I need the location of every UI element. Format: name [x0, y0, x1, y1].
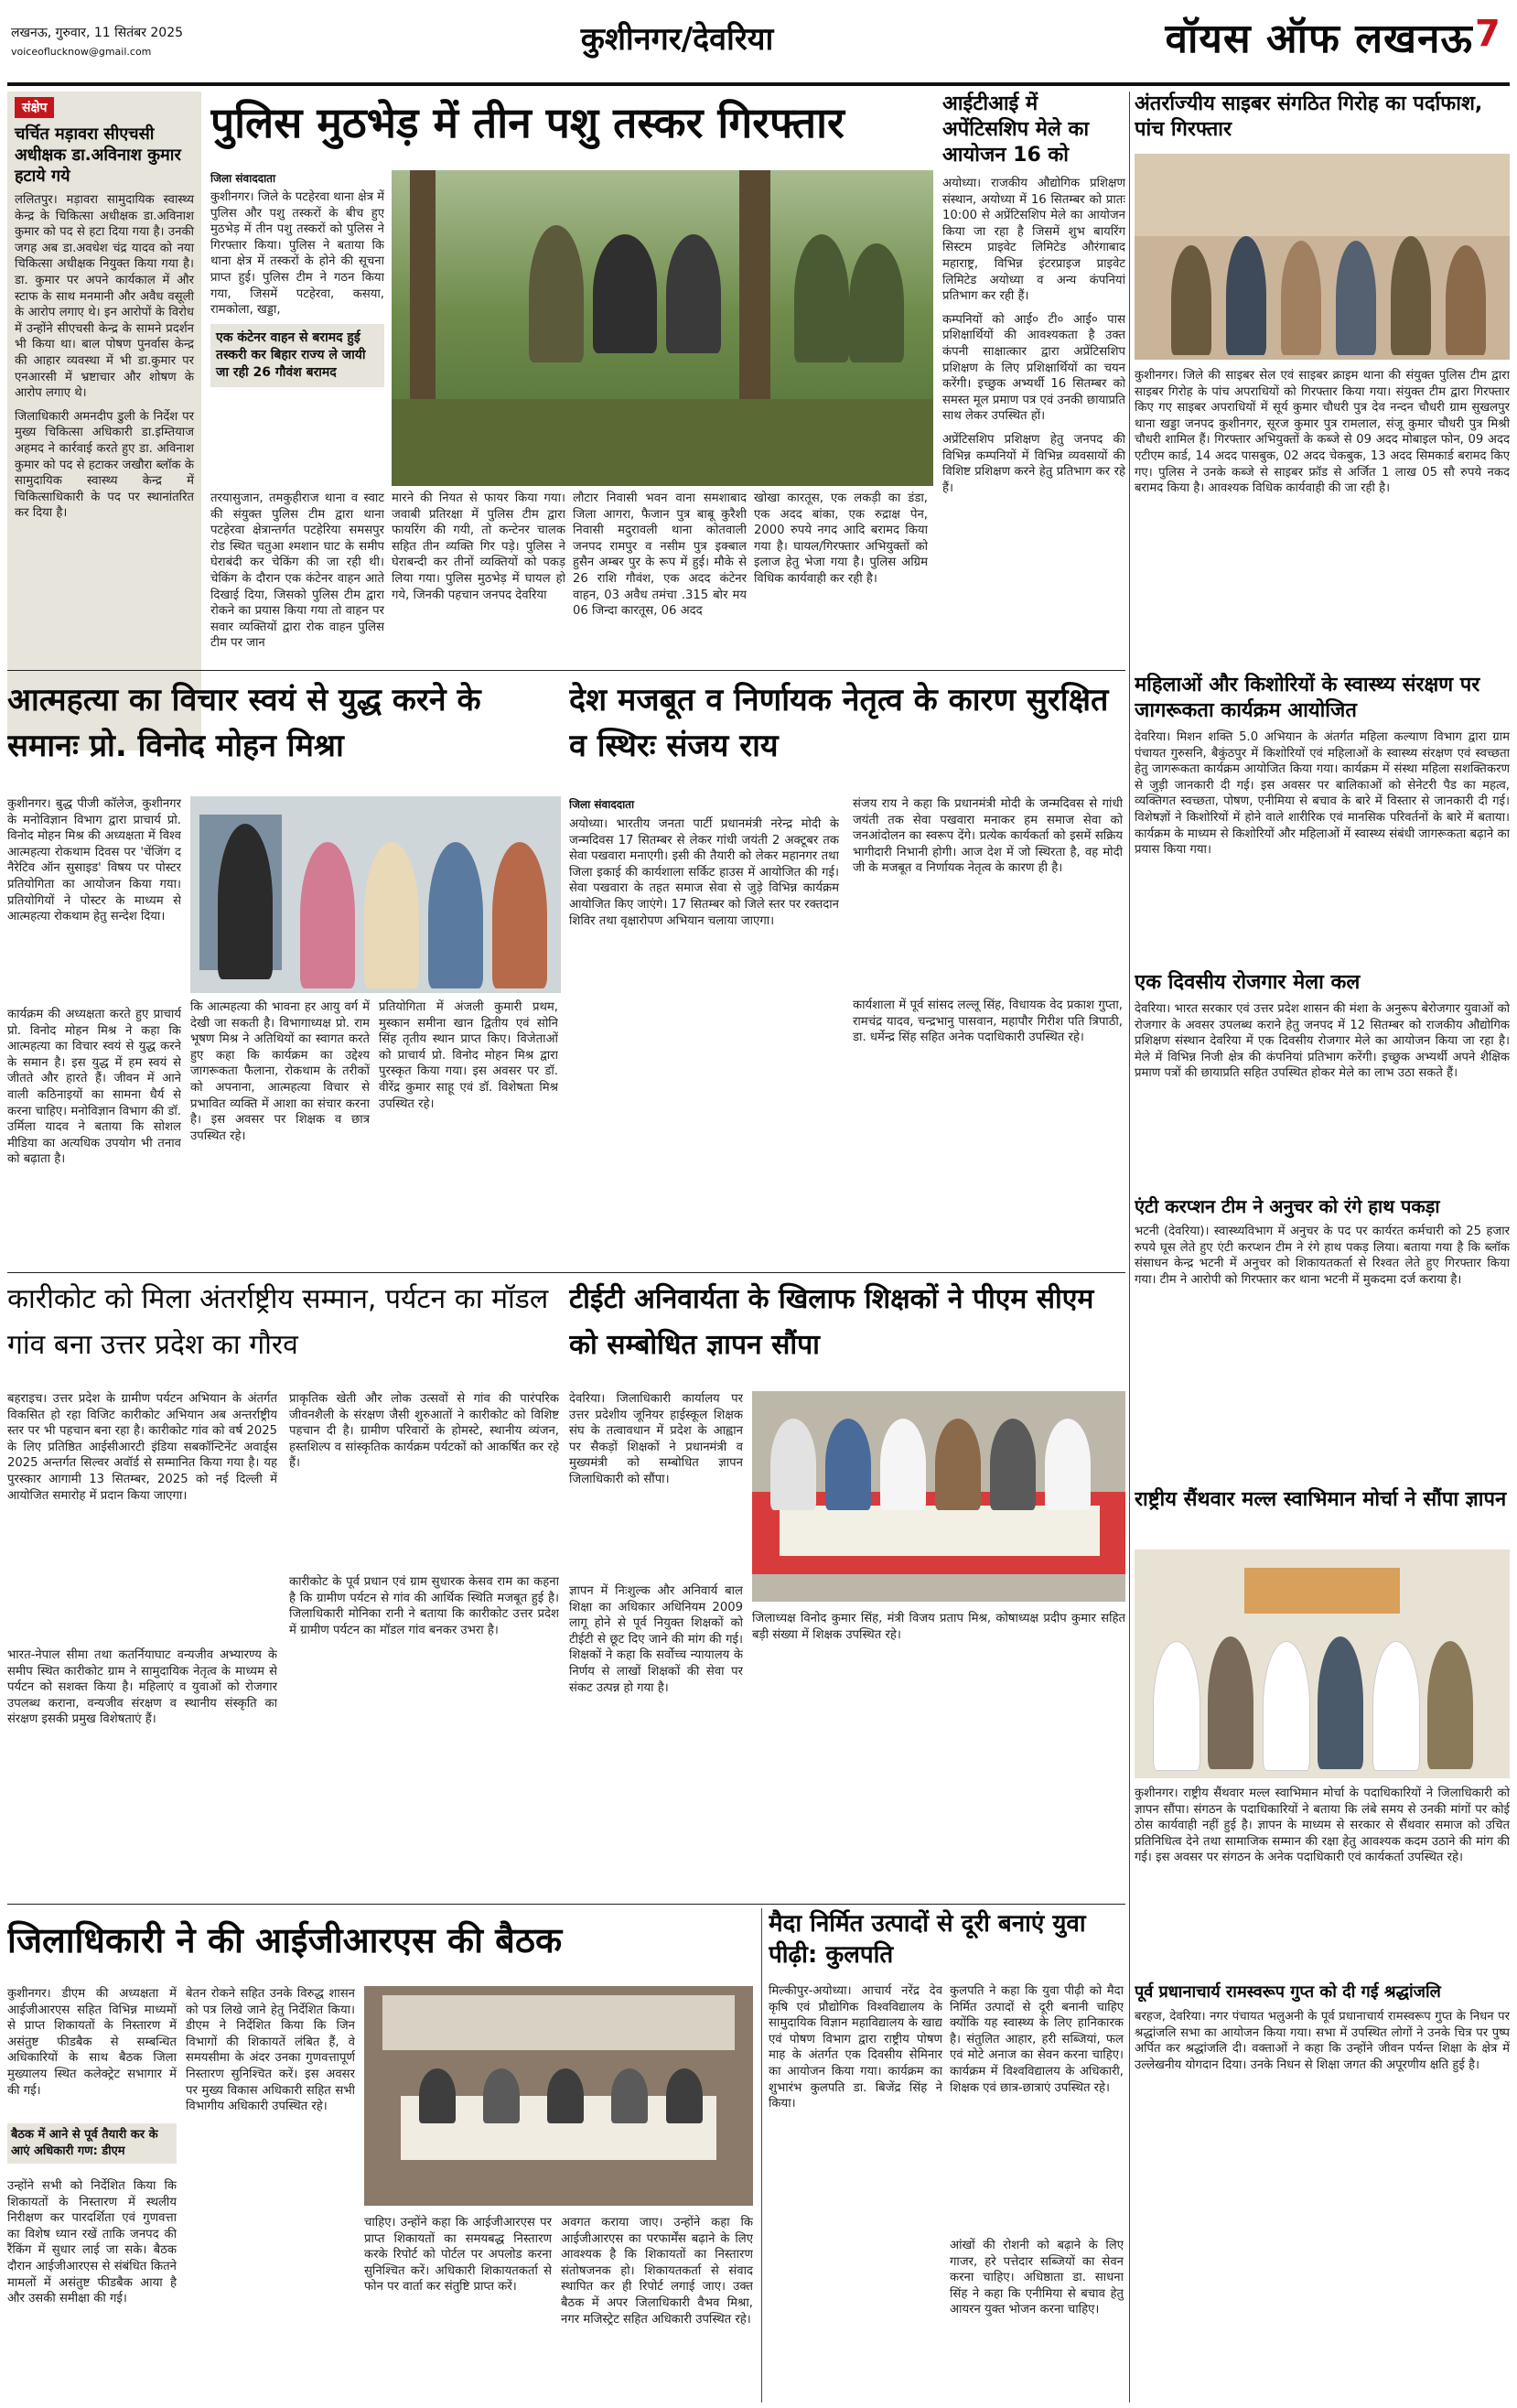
igrs-story-body — [7, 1986, 758, 2403]
cyber-story — [1135, 92, 1510, 664]
sainthwar-photo — [1135, 1550, 1510, 1778]
igrs-body-4: चाहिए। उन्होंने कहा कि आईजीआरएस पर प्राप्त शिकायतों का समयबद्ध निस्तारण करके रिपोर्ट को पोर्टल पर अपलोड करना सुनिश्चित करें। अधिकारी शिकायतकर्ता से फोन पर वार्ता कर संतुष्टि प्राप्त करें। — [364, 2216, 552, 2295]
desh-story-headline-box — [569, 677, 1125, 787]
karikot-body: बहराइच। उत्तर प्रदेश के ग्रामीण पर्यटन अभियान के अंतर्गत विकसित हो रहा विजिट कारीकोट अभियान अब अन्तर्राष्ट्रीय स्तर पर भी पहचान बना रहा है। कारीकोट गांव को वर्ष 2025 के लिए प्रतिष्ठित आईसीआरटी इंडिया सबकॉन्टिनेंट अवार्ड्स 2025 अन्तर्गत सिल्वर अवॉर्ड से सम्मानित किया गया है। यह पुरस्कार आगामी 13 सितम्बर, 2025 को नई दिल्ली में आयोजित समारोह में प्रदान किया जाएगा। — [7, 1392, 277, 1503]
igrs-body-2: उन्होंने सभी को निर्देशित किया कि शिकायतों के निस्तारण में स्थलीय निरीक्षण कर पारदर्शिता एवं गुणवत्ता का विशेष ध्यान रखें ताकि जनपद की रैंकिंग में सुधार लाई जा सके। बैठक दौरान आईजीआरएस से संबंधित कितने मामलों में असंतुष्ट फीडबैक आया है और उसकी समीक्षा की गई। — [7, 2179, 177, 2306]
igrs-photo — [364, 1986, 753, 2206]
desh-story-body — [569, 796, 1125, 1263]
karikot-story-headline-box — [7, 1277, 561, 1387]
igrs-body-5: अवगत कराया जाए। उन्होंने कहा कि आईजीआरएस का परफार्मेंस बढ़ाने के लिए आवश्यक है कि शिकायतों का निस्तारण संतोषजनक हो। शिकायतकर्ता से संवाद स्थापित कर ही रिपोर्ट लगाई जाए। उक्त बैठक में अपर जिलाधिकारी वैभव मिश्रा, नगर मजिस्ट्रेट सहित अधिकारी उपस्थित रहे। — [561, 2216, 753, 2327]
right-column-rule — [1129, 92, 1130, 2403]
desh-body-2: संजय राय ने कहा कि प्रधानमंत्री मोदी के जन्मदिवस से गांधी जयंती तक सेवा पखवारा मनाकर हम समाज सेवा को जनआंदोलन का स्वरूप देंगे। प्रत्येक कार्यकर्ता को इसमें सक्रिय भागीदारी निभानी होगी। आज देश में जो स्थिरता है, वह मोदी जी के मजबूत व निर्णायक नेतृत्व के कारण ही है। — [853, 797, 1123, 876]
maida-rule — [761, 1908, 762, 2403]
desh-headline: देश मजबूत व निर्णायक नेतृत्व के कारण सुरक्षित व स्थिरः संजय राय — [569, 682, 1109, 764]
rojgar-story — [1135, 970, 1510, 1185]
police-body-3: मारने की नियत से फायर किया गया। जवाबी प्रतिरक्षा में पुलिस टीम द्वारा फायरिंग की गयी, तो कन्टेनर चालक सहित तीन व्यक्ति गिर पड़े। पुलिस ने घेराबन्दी कर तीनों व्यक्तियों को पकड़ लिया गया। पुलिस मुठभेड़ में घायल हो गये, जिनकी पहचान जनपद देवरिया — [392, 491, 565, 602]
page-number: 7 — [1475, 13, 1501, 55]
row3-rule — [7, 1272, 1125, 1273]
karikot-body-2: भारत-नेपाल सीमा तथा कतर्नियाघाट वन्यजीव अभ्यारण्य के समीप स्थित कारीकोट ग्राम ने सामुदायिक नेतृत्व के माध्यम से पर्यटन को सशक्त किया है। महिलाएं व युवाओं को रोजगार उपलब्ध कराना, वन्यजीव संरक्षण व स्थानीय संस्कृति का संरक्षण इसकी प्रमुख विशेषताएं हैं। — [7, 1648, 277, 1727]
suicide-headline: आत्महत्या का विचार स्वयं से युद्ध करने के समानः प्रो. विनोद मोहन मिश्रा — [7, 682, 481, 764]
tet-photo — [752, 1391, 1125, 1602]
row4-rule — [7, 1904, 1125, 1905]
iti-body-3: अप्रेंटिसशिप प्रशिक्षण हेतु जनपद की विभिन्न कम्पनियों में विभिन्न व्यवसायों की विशिष्ट प्रशिक्षण करने हेतु प्रतिभाग कर रहे हैं। — [942, 432, 1125, 495]
email: voiceoflucknow@gmail.com — [11, 46, 152, 58]
mahila-body: देवरिया। मिशन शक्ति 5.0 अभियान के अंतर्गत महिला कल्याण विभाग द्वारा ग्राम पंचायत गुरुसनि, बैकुंठपुर में किशोरियों एवं महिलाओं के स्वास्थ्य संरक्षण एवं स्वच्छता हेतु जागरूकता कार्यक्रम आयोजित किया गया। कार्यक्रम में संस्था महिला सशक्तिकरण से जुड़ी जानकारी दी गई। इस अवसर पर बालिकाओं को सेनेटरी पैड का महत्व, व्यक्तिगत स्वच्छता, पोषण, एनीमिया से बचाव के बारे में विस्तार से जानकारी दी गई। विशेषज्ञों ने किशोरियों में होने वाले शारीरिक एवं मानसिक परिवर्तनों के बारे में बताया। कार्यक्रम के माध्यम से किशोरियों और महिलाओं में स्वास्थ्य संबंधी जागरूकता बढ़ाने का प्रयास किया गया। — [1135, 730, 1510, 858]
masthead — [0, 0, 1517, 92]
desh-dateline: जिला संवाददाता — [569, 798, 635, 811]
sankshep-body-2: जिलाधिकारी अमनदीप डुली के निर्देश पर मुख्य चिकित्सा अधिकारी डा.इम्तियाज अहमद ने कार्रवाई करते हुए डा. अविनाश कुमार को पद से हटाकर जखौरा ब्लॉक के सामुदायिक स्वास्थ्य केन्द्र में चिकित्साधिकारी के पद पर स्थानांतरित कर दिया है। — [15, 409, 194, 521]
igrs-subhead: बैठक में आने से पूर्व तैयारी कर के आएं अधिकारी गण: डीएम — [7, 2123, 177, 2164]
shraddhanjali-story — [1135, 1981, 1510, 2403]
sainthwar-story — [1135, 1487, 1510, 1972]
masthead-rule — [7, 82, 1510, 86]
igrs-body: कुशीनगर। डीएम की अध्यक्षता में आईजीआरएस सहित विभिन्न माध्यमों से प्राप्त शिकायतों के निस्तारण में असंतुष्ट फीडबैक से सम्बन्धित अधिकारियों के साथ बैठक जिला मुख्यालय स्थित कलेक्ट्रेट सभागार में की गई। — [7, 1987, 177, 2098]
tet-story-headline-box — [569, 1277, 1125, 1387]
iti-body: अयोध्या। राजकीय औद्योगिक प्रशिक्षण संस्थान, अयोध्या में 16 सितम्बर को प्रातः 10:00 से अप्रेंटिसशिप मेले का आयोजन किया जा रहा है जिसमें शुभ बायरिंग सिस्टम प्राइवेट लिमिटेड औरंगाबाद महाराष्ट्र, विभिन्न इंटरप्राइज प्राइवेट लिमिटेड अयोध्या व अन्य कंपनियां प्रतिभाग कर रही हैं। — [942, 177, 1125, 304]
karikot-body-3: प्राकृतिक खेती और लोक उत्सवों से गांव की पारंपरिक जीवनशैली के संरक्षण जैसी शुरुआतों ने कारीकोट को विशिष्ट पहचान दी है। ग्रामीण परिवारों के होमस्टे, स्थानीय व्यंजन, हस्तशिल्प व सांस्कृतिक कार्यक्रम पर्यटकों को आकर्षित कर रहे हैं। — [289, 1392, 559, 1471]
police-body: कुशीनगर। जिले के पटहेरवा थाना क्षेत्र में पुलिस और पशु तस्करों के बीच हुए मुठभेड़ में तीन पशु तस्करों को पुलिस ने गिरफ्तार किया। पुलिस ने बताया कि थाना क्षेत्र में तस्करों के होने की सूचना प्राप्त हुई। पुलिस टीम ने गठन किया गया, जिसमें पटहेरवा, कसया, रामकोला, खड्डा, — [210, 190, 384, 318]
maida-headline: मैदा निर्मित उत्पादों से दूरी बनाएं युवा पीढ़ी: कुलपति — [769, 1910, 1086, 1969]
suicide-body: कुशीनगर। बुद्ध पीजी कॉलेज, कुशीनगर के मनोविज्ञान विभाग द्वारा प्राचार्य प्रो. विनोद मोहन मिश्र की अध्यक्षता में विश्व आत्महत्या रोकथाम दिवस पर 'चेंजिंग द नैरेटिव ऑन सुसाइड' विषय पर पोस्टर प्रतियोगिता का आयोजन किया गया। प्रतियोगियों ने पोस्टर के माध्यम से आत्महत्या रोकथाम हेतु सन्देश दिया। — [7, 797, 181, 924]
igrs-story-headline-box — [7, 1908, 758, 1981]
rojgar-headline: एक दिवसीय रोजगार मेला कल — [1135, 971, 1361, 994]
sankshep-tag: संक्षेप — [15, 97, 54, 118]
desh-body-3: कार्यशाला में पूर्व सांसद लल्लू सिंह, विधायक वेद प्रकाश गुप्ता, रामचंद्र यादव, चन्द्रभानु पासवान, महापौर गिरीश पति त्रिपाठी, डा. धर्मेन्द्र सिंह सहित अनेक पदाधिकारी उपस्थित रहे। — [853, 999, 1123, 1045]
cyber-body: कुशीनगर। जिले की साइबर सेल एवं साइबर क्राइम थाना की संयुक्त पुलिस टीम द्वारा साइबर गिरोह के पांच अपराधियों को गिरफ्तार किया गया। संयुक्त टीम द्वारा गिरफ्तार किए गए साइबर अपराधियों में सूर्य कुमार चौधरी पुत्र देव नन्दन चौधरी ग्राम सुखलपुर थाना खड्डा जनपद कुशीनगर, सूरज कुमार पुत्र रामलाल, संजू कुमार चौधरी पुत्र मिश्री चौधरी शामिल हैं। गिरफ्तार अभियुक्तों के कब्जे से 09 अदद मोबाइल फोन, 09 अदद एटीएम कार्ड, 14 अदद पासबुक, 02 अदद चेकबुक, 13 अदद सिमकार्ड बरामद किए गए। पुलिस ने उनके कब्जे से साइबर फ्रॉड से अर्जित 1 लाख 05 सौ रुपये नकद बरामद किया है। आवश्यक विधिक कार्यवाही की जा रही है। — [1135, 369, 1510, 496]
igrs-headline: जिलाधिकारी ने की आईजीआरएस की बैठक — [7, 1920, 563, 1960]
rojgar-body: देवरिया। भारत सरकार एवं उत्तर प्रदेश शासन की मंशा के अनुरूप बेरोजगार युवाओं को रोजगार के अवसर उपलब्ध कराने हेतु जनपद में 12 सितम्बर को राजकीय औद्योगिक प्रशिक्षण संस्थान देवरिया में एक दिवसीय रोजगार मेले का आयोजन किया जा रहा है। मेले में विभिन्न निजी क्षेत्र की कंपनियां प्रतिभाग करेंगी। इच्छुक अभ्यर्थी अपने शैक्षिक प्रमाण पत्रों की छायाप्रति सहित उपस्थित होकर मेले का लाभ उठा सकते हैं। — [1135, 1002, 1510, 1081]
police-story-col1 — [210, 170, 384, 486]
karikot-story-body — [7, 1391, 561, 1885]
suicide-body-4: प्रतियोगिता में अंजली कुमारी प्रथम, मुस्कान समीना खान द्वितीय एवं सोनि सिंह तृतीय स्थान प्राप्त किए। विजेताओं को प्राचार्य प्रो. विनोद मोहन मिश्र द्वारा पुरस्कृत किया गया। इस अवसर पर डॉ. वीरेंद्र कुमार साहू एवं डॉ. विशेषता मिश्र उपस्थित रहे। — [379, 1000, 558, 1111]
shraddhanjali-headline: पूर्व प्रधानाचार्य रामस्वरूप गुप्त को दी गई श्रद्धांजलि — [1135, 1982, 1441, 2002]
row2-rule — [7, 670, 1125, 671]
mahila-story — [1135, 673, 1510, 961]
suicide-body-3: कि आत्महत्या की भावना हर आयु वर्ग में देखी जा सकती है। विभागाध्यक्ष प्रो. राम भूषण मिश्र ने अतिथियों का स्वागत करते हुए कहा कि कार्यक्रम का उद्देश्य जागरूकता फैलाना, रोकथाम के तरीकों को अपनाना, आत्महत्या विचार से प्रभावित व्यक्ति में आशा का संचार करना है। इस अवसर पर शिक्षक व छात्र उपस्थित रहे। — [190, 1000, 370, 1143]
suicide-photo — [190, 796, 561, 993]
police-story-bottom — [210, 491, 933, 664]
section-title: कुशीनगर/देवरिया — [580, 21, 774, 58]
anticorruption-body: भटनी (देवरिया)। स्वास्थ्यविभाग में अनुचर के पद पर कार्यरत कर्मचारी को 25 हजार रुपये घूस लेते हुए एंटी करप्शन टीम ने रंगे हाथ पकड़ लिया। बताया गया है कि ब्लॉक संसाधन केन्द्र भटनी में अनुचर को शिकायतकर्ता से रिश्वत लेते हुए गिरफ्तार किया गया। टीम ने आरोपी को गिरफ्तार कर थाना भटनी में मुकदमा दर्ज कराया है। — [1135, 1225, 1510, 1287]
maida-body-2: कुलपति ने कहा कि युवा पीढ़ी को मैदा निर्मित उत्पादों से दूरी बनानी चाहिए क्योंकि यह स्वास्थ्य के लिए हानिकारक है। संतुलित आहार, हरी सब्जियां, फल एवं मोटे अनाज का सेवन करना चाहिए। कार्यक्रम में विश्वविद्यालय के अधिकारी, शिक्षक एवं छात्र-छात्राएं उपस्थित रहे। — [950, 1984, 1124, 2095]
paper-name: वॉयस ऑफ लखनऊ — [1165, 16, 1473, 62]
police-body-2: तरयासुजान, तमकुहीराज थाना व स्वाट की संयुक्त पुलिस टीम द्वारा थाना पटहेरवा क्षेत्रान्तर्गत पटहेरिया समसपुर रोड स्थित चतुआ श्मशान घाट के समीप घेराबंदी कर चेकिंग की जा रही थी। चेकिंग के दौरान एक कंटेनर वाहन आते दिखाई दिया, जिसको पुलिस टीम द्वारा रोकने का प्रयास किया गया तो वाहन पर सवार व्यक्तियों द्वारा रोक वाहन पुलिस टीम पर जान — [210, 491, 384, 651]
maida-body-3: आंखों की रोशनी को बढ़ाने के लिए गाजर, हरे पत्तेदार सब्जियों का सेवन करना चाहिए। अधिष्ठाता डा. साधना सिंह ने कहा कि एनीमिया से बचाव हेतु आयरन युक्त भोजन करना चाहिए। — [950, 2239, 1124, 2317]
iti-headline: आईटीआई में अपेंटिसशिप मेले का आयोजन 16 को — [942, 92, 1090, 167]
maida-story — [769, 1908, 1125, 2403]
karikot-headline: कारीकोट को मिला अंतर्राष्ट्रीय सम्मान, पर्यटन का मॉडल गांव बना उत्तर प्रदेश का गौरव — [7, 1283, 549, 1361]
anticorruption-headline: एंटी करप्शन टीम ने अनुचर को रंगे हाथ पकड़ा — [1135, 1195, 1440, 1217]
sainthwar-headline: राष्ट्रीय सैंथवार मल्ल स्वाभिमान मोर्चा ने सौंपा ज्ञापन — [1135, 1488, 1507, 1511]
suicide-story-headline-box — [7, 677, 561, 787]
karikot-body-4: कारीकोट के पूर्व प्रधान एवं ग्राम सुधारक केसव राम का कहना है कि ग्रामीण पर्यटन से गांव की आर्थिक स्थिति मजबूत हुई है। जिलाधिकारी मोनिका रानी ने बताया कि कारीकोट उत्तर प्रदेश में ग्रामीण पर्यटन का मॉडल गांव बनकर उभरा है। — [289, 1575, 559, 1637]
police-photo — [392, 170, 933, 486]
police-pull-quote: एक कंटेनर वाहन से बरामद हुई तस्करी कर बिहार राज्य ले जायी जा रही 26 गौवंश बरामद — [210, 324, 384, 387]
police-story-headline-box — [210, 92, 933, 165]
sankshep-headline: चर्चित मड़ावरा सीएचसी अधीक्षक डा.अविनाश कुमार हटाये गये — [15, 124, 181, 186]
igrs-body-3: बेतन रोकने सहित उनके विरुद्ध शासन को पत्र लिखे जाने हेतु निर्देशित किया। डीएम ने निर्देशित किया कि जिन विभागों की शिकायतें लंबित हैं, वे समयसीमा के अंदर उनका गुणवत्तापूर्ण निस्तारण सुनिश्चित करें। इस अवसर पर मुख्य विकास अधिकारी सहित सभी विभागीय अधिकारी उपस्थित रहे। — [186, 1987, 355, 2114]
police-story-headline: पुलिस मुठभेड़ में तीन पशु तस्कर गिरफ्तार — [210, 98, 845, 147]
shraddhanjali-body: बरहज, देवरिया। नगर पंचायत भलुअनी के पूर्व प्रधानाचार्य रामस्वरूप गुप्त के निधन पर श्रद्धांजलि सभा का आयोजन किया गया। सभा में उपस्थित लोगों ने उनके चित्र पर पुष्प अर्पित कर श्रद्धांजलि दी। वक्ताओं ने कहा कि उन्होंने जीवन पर्यन्त शिक्षा के क्षेत्र में उल्लेखनीय योगदान दिया। उनके निधन से शिक्षा जगत की अपूरणीय क्षति हुई है। — [1135, 2010, 1510, 2072]
iti-story — [942, 92, 1125, 705]
police-dateline: जिला संवाददाता — [210, 172, 276, 185]
police-body-4: लौटार निवासी भवन वाना समशाबाद जिला आगरा, फैजान पुत्र बाबू कुरैशी निवासी मदुरावली थाना कोतवाली जनपद रामपुर व नसीम पुत्र इक्बाल हुसैन अम्बर पुर के रूप में हुई। मौके से 26 राशि गौवंश, एक अदद कंटेनर वाहन, 03 अवैध तमंचा .315 बोर मय 06 जिन्दा कारतूस, 06 अदद — [573, 491, 747, 619]
desh-body: अयोध्या। भारतीय जनता पार्टी प्रधानमंत्री नरेन्द्र मोदी के जन्मदिवस 17 सितम्बर से लेकर गांधी जयंती 2 अक्टूबर तक सेवा पखवारा मनाएगी। इसी की तैयारी को लेकर महानगर तथा जिला इकाई की कार्यशाला सर्किट हाउस में आयोजित की गई। सेवा पखवारा के तहत समाज सेवा से जुड़े विभिन्न कार्यक्रम आयोजित किए जाएंगे। 17 सितम्बर को जिले स्तर पर रक्तदान शिविर तथा वृक्षारोपण अभियान चलाया जाएगा। — [569, 817, 839, 928]
mahila-headline: महिलाओं और किशोरियों के स्वास्थ्य संरक्षण पर जागरूकता कार्यक्रम आयोजित — [1135, 674, 1480, 722]
iti-body-2: कम्पनियों को आई० टी० आई० पास प्रशिक्षार्थियों की आवश्यकता है उक्त कंपनी साक्षात्कार द्वारा अप्रेंटिसशिप प्रशिक्षण के लिए प्रशिक्षार्थियों का चयन करेंगी। इच्छुक अभ्यर्थी 16 सितम्बर को समस्त मूल प्रमाण पत्र एवं उनकी छायाप्रति साथ लेकर उपस्थित हों। — [942, 312, 1125, 424]
date-line: लखनऊ, गुरुवार, 11 सितंबर 2025 — [11, 26, 184, 40]
police-body-5: खोखा कारतूस, एक लकड़ी का डंडा, एक अदद बांका, एक रुद्राक्ष पेन, 2000 रुपये नगद आदि बरामद किया गया है। घायल/गिरफ्तार अभियुक्तों को इलाज हेतु भेजा गया है। पुलिस अग्रिम विधिक कार्यवाही कर रही है। — [754, 491, 928, 586]
cyber-headline: अंतर्राज्यीय साइबर संगठित गिरोह का पर्दाफाश, पांच गिरफ्तार — [1135, 92, 1483, 141]
tet-body: देवरिया। जिलाधिकारी कार्यालय पर उत्तर प्रदेशीय जूनियर हाईस्कूल शिक्षक संघ के तत्वावधान में प्रदेश के आह्वान पर सैकड़ों शिक्षकों ने प्रधानमंत्री व मुख्यमंत्री को सम्बोधित ज्ञापन जिलाधिकारी को सौंपा। — [569, 1392, 743, 1486]
sankshep-box — [7, 92, 201, 750]
tet-headline: टीईटी अनिवार्यता के खिलाफ शिक्षकों ने पीएम सीएम को सम्बोधित ज्ञापन सौंपा — [569, 1283, 1094, 1361]
sankshep-body: ललितपुर। मड़ावरा सामुदायिक स्वास्थ्य केन्द्र के चिकित्सा अधीक्षक डा.अविनाश कुमार को पद से हटा दिया गया है। उनकी जगह अब डा.अवधेश चंद्र यादव को नया चिकित्सा अधीक्षक नियुक्त किया गया है। डा. कुमार पर अपने कार्यकाल में और स्टाफ के साथ मनमानी और अवैध वसूली के आरोप लगाए थे। इन आरोपों के विरोध में उन्होंने सीएचसी केन्द्र के सामने प्रदर्शन भी किया था। बाल पोषण पुनर्वास केन्द्र की आहार व्यवस्था में भी डा.कुमार पर एनआरसी में भ्रष्टाचार और शोषण के आरोप लगाए थे। — [15, 193, 194, 401]
tet-body-3: जिलाध्यक्ष विनोद कुमार सिंह, मंत्री विजय प्रताप मिश्र, कोषाध्यक्ष प्रदीप कुमार सहित बड़ी संख्या में शिक्षक उपस्थित रहे। — [752, 1612, 1125, 1642]
anticorruption-story — [1135, 1194, 1510, 1478]
suicide-body-2: कार्यक्रम की अध्यक्षता करते हुए प्राचार्य प्रो. विनोद मोहन मिश्र ने कहा कि आत्महत्या का विचार स्वयं से युद्ध करने के समान है। इस युद्ध में हम स्वयं से जीतते और हारते हैं। जीवन में आने वाली कठिनाइयों का सामना धैर्य से करना चाहिए। मनोविज्ञान विभाग की डॉ. उर्मिला यादव ने बताया कि सोशल मीडिया का अत्यधिक उपयोग भी तनाव को बढ़ाता है। — [7, 1008, 181, 1167]
maida-body: मिल्कीपुर-अयोध्या। आचार्य नरेंद्र देव कृषि एवं प्रौद्योगिक विश्वविद्यालय के सामुदायिक विज्ञान महाविद्यालय के खाद्य एवं पोषण विभाग द्वारा राष्ट्रीय पोषण माह के अंतर्गत एक दिवसीय सेमिनार का आयोजन किया गया। कार्यक्रम का शुभारंभ कुलपति डा. बिजेंद्र सिंह ने किया। — [769, 1984, 942, 2111]
cyber-photo — [1135, 154, 1510, 360]
sainthwar-body: कुशीनगर। राष्ट्रीय सैंथवार मल्ल स्वाभिमान मोर्चा के पदाधिकारियों ने जिलाधिकारी को ज्ञापन सौंपा। संगठन के पदाधिकारियों ने बताया कि लंबे समय से उनकी मांगों पर कोई ठोस कार्यवाही नहीं हुई है। ज्ञापन के माध्यम से सरकार से सैंथवार समाज को उचित प्रतिनिधित्व देने तथा सामाजिक सम्मान की रक्षा हेतु आवश्यक कदम उठाने की मांग की गई। इस अवसर पर संगठन के अनेक पदाधिकारी एवं कार्यकर्ता उपस्थित रहे। — [1135, 1787, 1510, 1865]
suicide-story-body — [7, 796, 561, 1281]
tet-story-body — [569, 1391, 1125, 1885]
tet-body-2: ज्ञापन में निःशुल्क और अनिवार्य बाल शिक्षा का अधिकार अधिनियम 2009 लागू होने से पूर्व नियुक्त शिक्षकों को टीईटी से छूट दिए जाने की मांग की गई। शिक्षकों ने कहा कि सर्वोच्च न्यायालय के निर्णय से लाखों शिक्षकों की सेवा पर संकट उत्पन्न हो गया है। — [569, 1584, 743, 1695]
